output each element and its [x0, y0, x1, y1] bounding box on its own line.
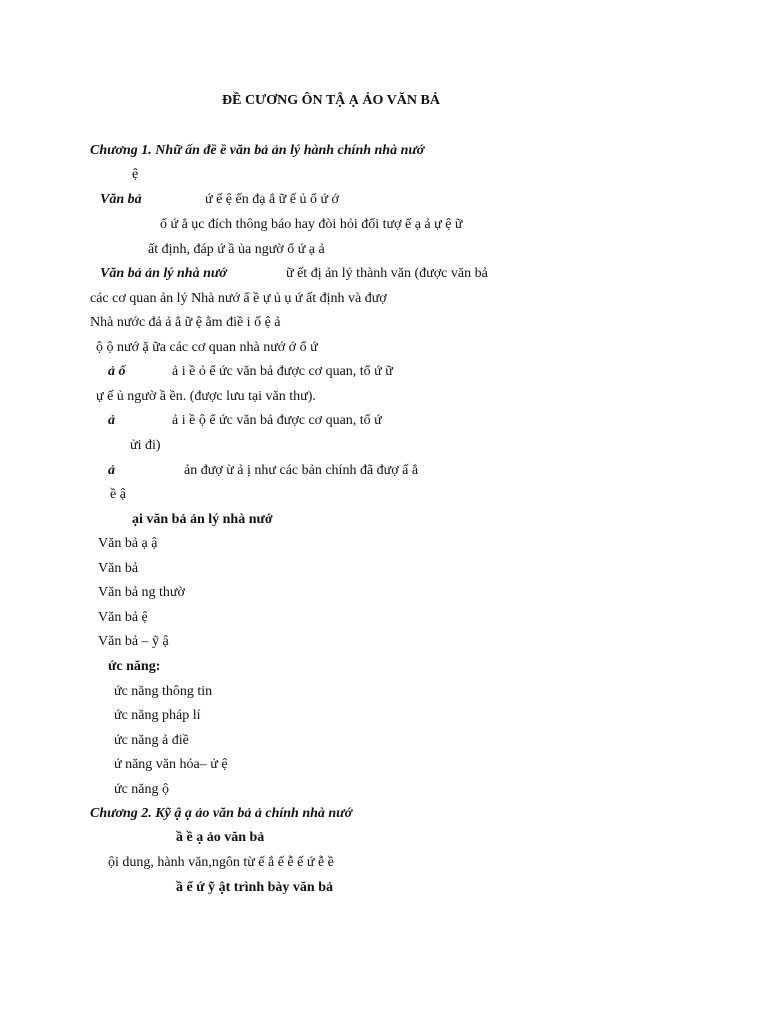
- document-title: ĐỀ CƯƠNG ÔN TẬ Ạ ẢO VĂN BẢ: [222, 93, 440, 108]
- list-item: ức năng ộ: [114, 782, 170, 797]
- list-item: Văn bả ệ: [98, 610, 148, 625]
- text-line: ả i ề ộ ể ức văn bả được cơ quan, tổ ứ: [172, 413, 382, 428]
- text-line: các cơ quan ản lý Nhà nướ ẩ ề ự ủ ụ ứ ất định và đượ: [90, 291, 387, 306]
- list-item: Văn bả – ỹ ậ: [98, 634, 169, 649]
- text-line: ứ ế ệ ến đạ ẳ ữ ế ủ ổ ứ ớ: [205, 192, 339, 207]
- list-item: ứ năng văn hóa– ử ệ: [114, 757, 228, 772]
- text-line: ổ ứ ẳ ục đích thông báo hay đòi hỏi đối tượ ế ạ ả ự ệ ữ: [160, 217, 463, 232]
- text-line: ề ậ: [110, 487, 126, 502]
- text-line: ộ ộ nướ ặ ữa các cơ quan nhà nướ ớ ổ ứ: [96, 340, 318, 355]
- text-line: ự ế ủ ngườ ầ ền. (được lưu tại văn thư).: [96, 389, 316, 404]
- chapter-2-heading: Chương 2. Kỹ ậ ạ ảo văn bả ả chính nhà nướ: [90, 806, 353, 821]
- text-line: Nhà nước đả ả ẳ ữ ệ ằm điề i ố ệ ả: [90, 315, 281, 330]
- term-heading: ả: [108, 413, 115, 428]
- text-line: ữ ết đị ản lý thành văn (được văn bả: [286, 266, 488, 281]
- term-heading: Văn bả: [100, 192, 142, 207]
- section-heading: ức năng:: [108, 659, 161, 674]
- text-line: ệ: [132, 167, 139, 182]
- section-heading: ầ ề ạ ảo văn bả: [176, 830, 265, 845]
- chapter-1-heading: Chương 1. Nhữ ấn đề ề văn bả ản lý hành chính nhà nướ: [90, 143, 425, 158]
- list-item: ức năng thông tin: [114, 684, 213, 699]
- term-heading: ả ố: [108, 364, 126, 379]
- list-item: ức năng pháp lí: [114, 708, 201, 723]
- term-heading: Văn bả ản lý nhà nướ: [100, 266, 227, 281]
- text-line: ất định, đáp ứ ầ ủa ngườ ổ ứ ạ ả: [148, 242, 325, 257]
- list-item: Văn bả ạ ậ: [98, 536, 158, 551]
- text-line: ản đượ ừ ả ị như các bản chính đã đượ ấ ẳ: [184, 463, 419, 478]
- text-line: ửi đi): [130, 438, 161, 453]
- term-heading: ả: [108, 463, 115, 478]
- text-line: ội dung, hành văn,ngôn từ ế ắ ế ễ ế ứ ễ ề: [108, 855, 334, 870]
- list-item: ức năng ả điề: [114, 733, 189, 748]
- list-item: Văn bả: [98, 561, 139, 576]
- section-heading: ầ ể ứ ỹ ật trình bày văn bả: [176, 880, 333, 895]
- section-heading: ại văn bả ản lý nhà nướ: [132, 512, 273, 527]
- list-item: Văn bả ng thườ: [98, 585, 185, 600]
- text-line: ả i ề ỏ ể ức văn bả được cơ quan, tổ ứ ữ: [172, 364, 393, 379]
